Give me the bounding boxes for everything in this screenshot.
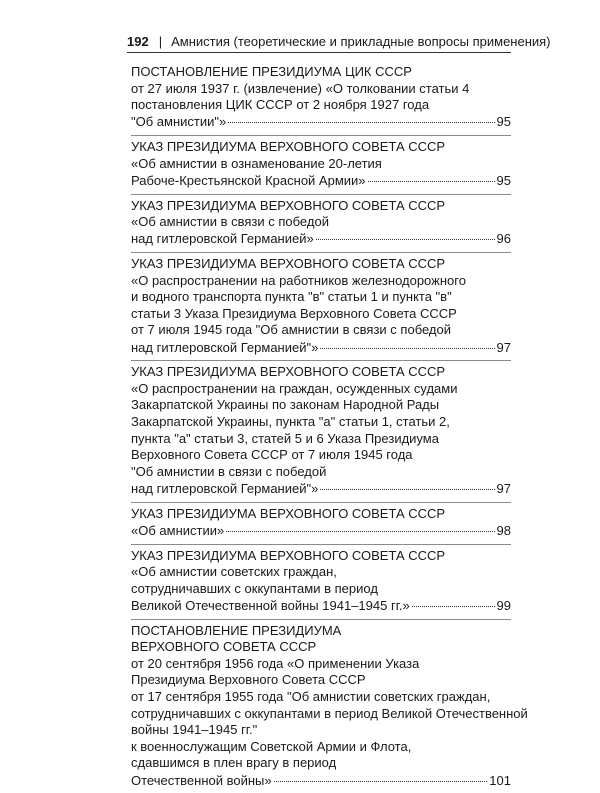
dot-leader [226, 519, 494, 532]
toc-entry-line: «О распространении на работников железнодорожного [131, 272, 466, 288]
toc-page-number: 97 [496, 339, 511, 355]
toc-page-number: 97 [496, 481, 511, 497]
toc-entry-line: от 27 июля 1937 г. (извлечение) «О толковании статьи 4 [131, 80, 470, 96]
toc-entry-line: «Об амнистии советских граждан, [131, 564, 337, 580]
toc-entry-line: постановления ЦИК СССР от 2 ноября 1927 года [131, 97, 430, 113]
running-title: Амнистия (теоретические и прикладные вопросы применения) [171, 34, 551, 49]
toc-entry-last-line [131, 480, 511, 497]
table-of-contents [131, 64, 528, 793]
toc-entry-line: ПОСТАНОВЛЕНИЕ ПРЕЗИДИУМА [131, 622, 342, 638]
toc-entry-line: от 17 сентября 1955 года "Об амнистии советских граждан, [131, 689, 491, 704]
toc-entry-line: и водного транспорта пункта "в" статьи 1 и пункта "в" [131, 289, 452, 305]
toc-page-number: 96 [496, 231, 511, 247]
toc-entry-line: «О распространении на граждан, осужденных судами [131, 380, 458, 396]
dot-leader [368, 169, 495, 182]
toc-entry-line: УКАЗ ПРЕЗИДИУМА ВЕРХОВНОГО СОВЕТА СССР [131, 505, 446, 521]
toc-entry-line: сотрудничавших с оккупантами в период [131, 580, 378, 596]
toc-entry-line: от 7 июля 1945 года "Об амнистии в связи с победой [131, 322, 452, 338]
toc-entry-line: Великой Отечественной войны 1941–1945 гг.» [131, 598, 410, 614]
toc-entry-line: Отечественной войны» [131, 772, 272, 788]
toc-entry-line: Рабоче-Крестьянской Красной Армии» [131, 172, 366, 188]
toc-entry-line: Закарпатской Украины, пункта "а" статьи 1, статьи 2, [131, 414, 450, 430]
toc-page-number: 101 [489, 772, 511, 788]
dot-leader [228, 111, 494, 124]
toc-entry [131, 252, 511, 360]
toc-entry-line: Закарпатской Украины по законам Народной Рады [131, 397, 440, 413]
toc-page-number: 95 [496, 114, 511, 130]
toc-entry-last-line [131, 772, 511, 789]
toc-entry-line: "Об амнистии в связи с победой [131, 463, 327, 479]
dot-leader [320, 336, 494, 349]
toc-entry-last-line [131, 597, 511, 614]
toc-entry-line: ВЕРХОВНОГО СОВЕТА СССР [131, 639, 317, 655]
toc-entry [131, 544, 511, 619]
toc-entry-last-line [131, 231, 511, 248]
toc-entry-line: УКАЗ ПРЕЗИДИУМА ВЕРХОВНОГО СОВЕТА СССР [131, 197, 446, 213]
toc-entry-line: над гитлеровской Германией"» [131, 481, 319, 497]
toc-entry-last-line [131, 172, 511, 189]
toc-page-number: 95 [496, 172, 511, 188]
toc-entry-last-line [131, 339, 511, 356]
header-separator: | [158, 34, 163, 49]
toc-entry-line: ПОСТАНОВЛЕНИЕ ПРЕЗИДИУМА ЦИК СССР [131, 64, 412, 79]
dot-leader [320, 477, 494, 490]
toc-entry [131, 619, 528, 793]
toc-entry-line: «Об амнистии» [131, 522, 225, 538]
toc-entry [131, 194, 511, 252]
toc-entry-last-line [131, 522, 511, 539]
toc-entry-line: пункта "а" статьи 3, статей 5 и 6 Указа Президиума [131, 430, 439, 446]
toc-entry-line: к военнослужащим Советской Армии и Флота, [131, 738, 412, 754]
toc-entry [131, 360, 511, 501]
toc-entry-line: Верховного Совета СССР от 7 июля 1945 года [131, 447, 413, 463]
dot-leader [412, 594, 495, 607]
toc-entry-line: войны 1941–1945 гг." [131, 722, 258, 738]
toc-entry [131, 502, 511, 544]
toc-entry-line: УКАЗ ПРЕЗИДИУМА ВЕРХОВНОГО СОВЕТА СССР [131, 139, 446, 155]
toc-entry [131, 135, 511, 193]
toc-entry-line: "Об амнистии"» [131, 114, 227, 130]
toc-entry-line: сдавшимся в плен врагу в период [131, 755, 337, 771]
dot-leader [316, 228, 495, 241]
running-header [127, 34, 551, 50]
toc-entry-line: УКАЗ ПРЕЗИДИУМА ВЕРХОВНОГО СОВЕТА СССР [131, 364, 446, 380]
toc-page-number: 99 [496, 598, 511, 614]
toc-entry-line: над гитлеровской Германией» [131, 231, 314, 247]
toc-entry-line: УКАЗ ПРЕЗИДИУМА ВЕРХОВНОГО СОВЕТА СССР [131, 547, 446, 563]
header-rule [127, 52, 511, 53]
toc-entry-last-line [131, 114, 511, 131]
toc-entry-line: «Об амнистии в ознаменование 20-летия [131, 155, 382, 171]
toc-page-number: 98 [496, 522, 511, 538]
toc-entry-line: от 20 сентября 1956 года «О применении Указа [131, 655, 420, 671]
toc-entry-line: статьи 3 Указа Президиума Верховного Совета СССР [131, 305, 457, 321]
toc-entry-line: Президиума Верховного Совета СССР [131, 672, 366, 688]
toc-entry-line: «Об амнистии в связи с победой [131, 214, 329, 230]
toc-entry [131, 64, 511, 135]
toc-entry-line: УКАЗ ПРЕЗИДИУМА ВЕРХОВНОГО СОВЕТА СССР [131, 256, 446, 271]
toc-entry-line: сотрудничавших с оккупантами в период Великой Отечественной [131, 705, 528, 721]
page-number: 192 [127, 34, 149, 49]
toc-entry-line: над гитлеровской Германией"» [131, 339, 319, 355]
dot-leader [274, 769, 488, 782]
